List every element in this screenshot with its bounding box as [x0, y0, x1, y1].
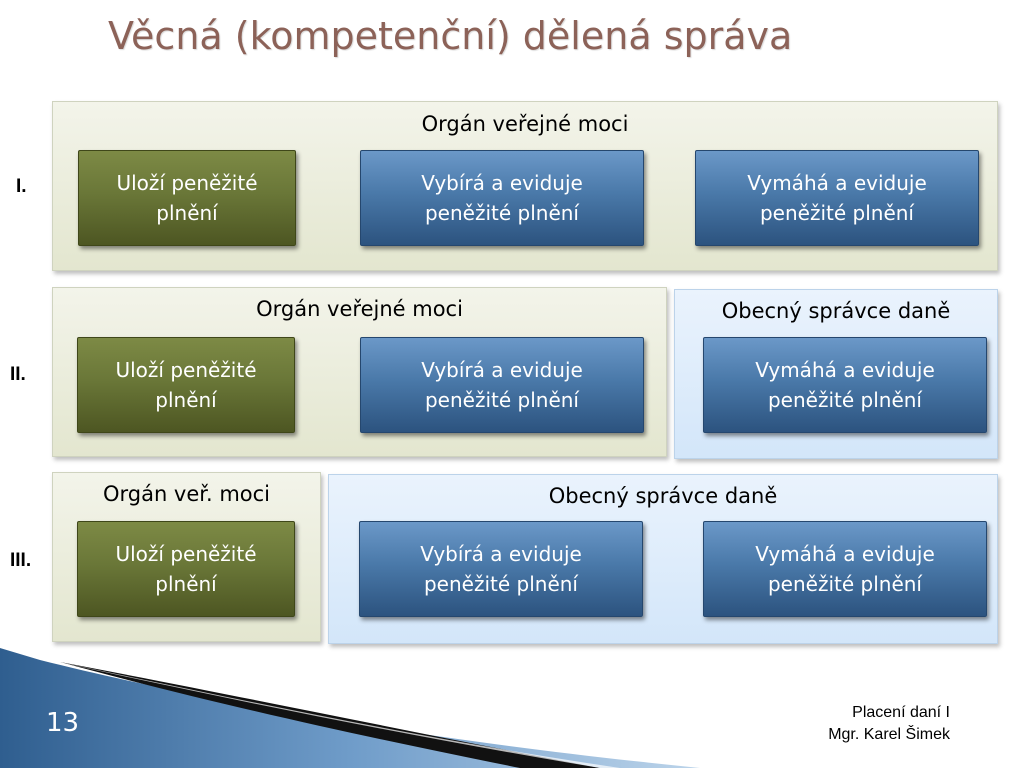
box-vybira-a-eviduje-row1 — [360, 150, 644, 246]
box-vymaha-a-eviduje-row2 — [703, 337, 987, 433]
box-vymaha-a-eviduje-row1 — [695, 150, 979, 246]
box-vybira-a-eviduje-row2 — [360, 337, 644, 433]
box-text-line2: plnění — [155, 388, 217, 412]
panel-title: Orgán veřejné moci — [421, 112, 629, 136]
box-text-line1: Vybírá a eviduje — [421, 171, 583, 195]
box-text-line2: peněžité plnění — [424, 201, 579, 225]
box-text-line2: peněžité plnění — [424, 388, 579, 412]
box-text-line2: plnění — [156, 201, 218, 225]
box-text-line1: Uloží peněžité — [116, 171, 258, 195]
footer-course: Placení daní I — [852, 704, 950, 721]
box-text-line1: Vymáhá a eviduje — [755, 358, 935, 382]
box-ulozi-penezite-plneni-row1 — [78, 150, 296, 246]
box-text-line1: Vymáhá a eviduje — [755, 542, 935, 566]
panel-title: Obecný správce daně — [721, 299, 951, 323]
box-text-line2: plnění — [155, 572, 217, 596]
box-text-line1: Vybírá a eviduje — [420, 542, 582, 566]
box-text-line2: peněžité plnění — [423, 572, 578, 596]
box-text-line2: peněžité plnění — [767, 388, 922, 412]
slide-title: Věcná (kompetenční) dělená správa — [108, 14, 793, 58]
box-ulozi-penezite-plneni-row3 — [77, 521, 295, 617]
panel-title: Orgán veř. moci — [102, 482, 271, 506]
footer-author: Mgr. Karel Šimek — [828, 726, 950, 743]
box-vymaha-a-eviduje-row3 — [703, 521, 987, 617]
box-ulozi-penezite-plneni-row2 — [77, 337, 295, 433]
box-text-line1: Vybírá a eviduje — [421, 358, 583, 382]
box-text-line2: peněžité plnění — [767, 572, 922, 596]
row-label-1: I. — [16, 176, 27, 197]
box-text-line1: Vymáhá a eviduje — [747, 171, 927, 195]
panel-title: Orgán veřejné moci — [256, 297, 463, 321]
row-label-2: II. — [10, 364, 26, 385]
box-vybira-a-eviduje-row3 — [359, 521, 643, 617]
page-number: 13 — [46, 708, 80, 738]
box-text-line2: peněžité plnění — [759, 201, 914, 225]
row-label-3: III. — [10, 550, 32, 571]
footer — [828, 702, 950, 746]
decorative-swoosh — [0, 640, 700, 768]
swoosh-blue-shape — [0, 648, 700, 768]
box-text-line1: Uloží peněžité — [115, 542, 257, 566]
panel-title: Obecný správce daně — [548, 484, 778, 508]
box-text-line1: Uloží peněžité — [115, 358, 257, 382]
